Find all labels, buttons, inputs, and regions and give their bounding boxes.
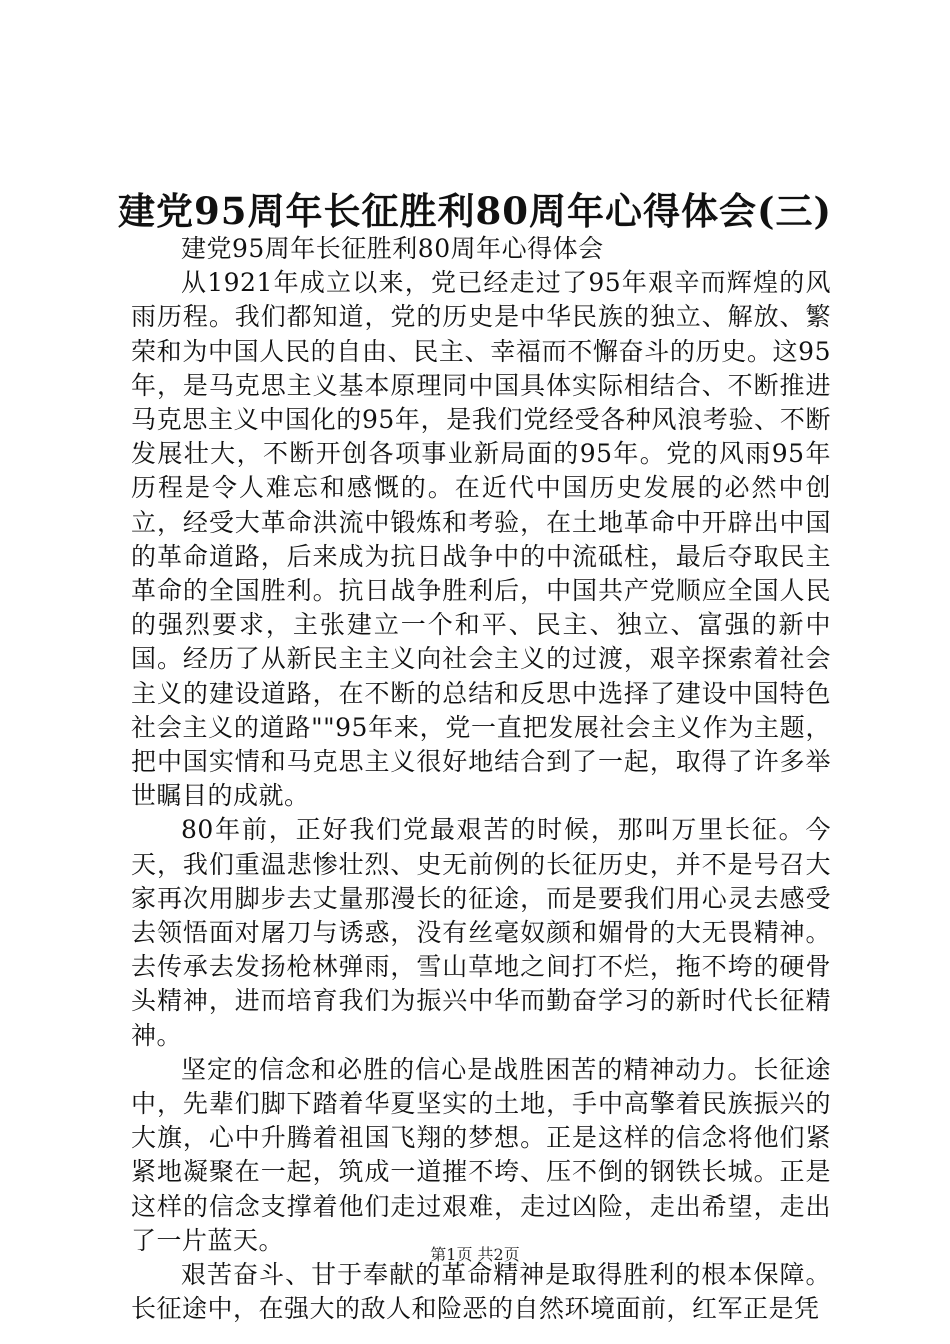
paragraph: 坚定的信念和必胜的信心是战胜困苦的精神动力。长征途中，先辈们脚下踏着华夏坚实的土地，手中高擎着民族振兴的大旗，心中升腾着祖国飞翔的梦想。正是这样的信念将他们紧紧地凝聚在一起，筑成一道摧不垮、压不倒的钢铁长城。正是这样的信念支撑着他们走过艰难，走过凶险，走出希望，走出了一片蓝天。: [131, 1054, 831, 1255]
document-body: [131, 232, 831, 1327]
page-number-footer: 第1页 共2页: [430, 1245, 520, 1264]
paragraph: 艰苦奋斗、甘于奉献的革命精神是取得胜利的根本保障。长征途中，在强大的敌人和险恶的自然环境面前，红军正是凭: [131, 1260, 831, 1324]
document-subtitle: 建党95周年长征胜利80周年心得体会: [181, 234, 604, 263]
paragraph: 80年前，正好我们党最艰苦的时候，那叫万里长征。今天，我们重温悲惨壮烈、史无前例的长征历史，并不是号召大家再次用脚步去丈量那漫长的征途，而是要我们用心灵去感受去领悟面对屠刀与诱惑，没有丝毫奴颜和媚骨的大无畏精神。去传承去发扬枪林弹雨，雪山草地之间打不烂，拖不垮的硬骨头精神，进而培育我们为振兴中华而勤奋学习的新时代长征精神。: [131, 815, 831, 1050]
document-title: 建党95周年长征胜利80周年心得体会(三): [118, 189, 832, 233]
paragraph: 从1921年成立以来，党已经走过了95年艰辛而辉煌的风雨历程。我们都知道，党的历史是中华民族的独立、解放、繁荣和为中国人民的自由、民主、幸福而不懈奋斗的历史。这95年，是马克思主义基本原理同中国具体实际相结合、不断推进马克思主义中国化的95年，是我们党经受各种风浪考验、不断发展壮大，不断开创各项事业新局面的95年。党的风雨95年历程是令人难忘和感慨的。在近代中国历史发展的必然中创立，经受大革命洪流中锻炼和考验，在土地革命中开辟出中国的革命道路，后来成为抗日战争中的中流砥柱，最后夺取民主革命的全国胜利。抗日战争胜利后，中国共产党顺应全国人民的强烈要求，主张建立一个和平、民主、独立、富强的新中国。经历了从新民主主义向社会主义的过渡，艰辛探索着社会主义的建设道路，在不断的总结和反思中选择了建设中国特色社会主义的道路""95年来，党一直把发展社会主义作为主题，把中国实情和马克思主义很好地结合到了一起，取得了许多举世瞩目的成就。: [131, 268, 831, 811]
